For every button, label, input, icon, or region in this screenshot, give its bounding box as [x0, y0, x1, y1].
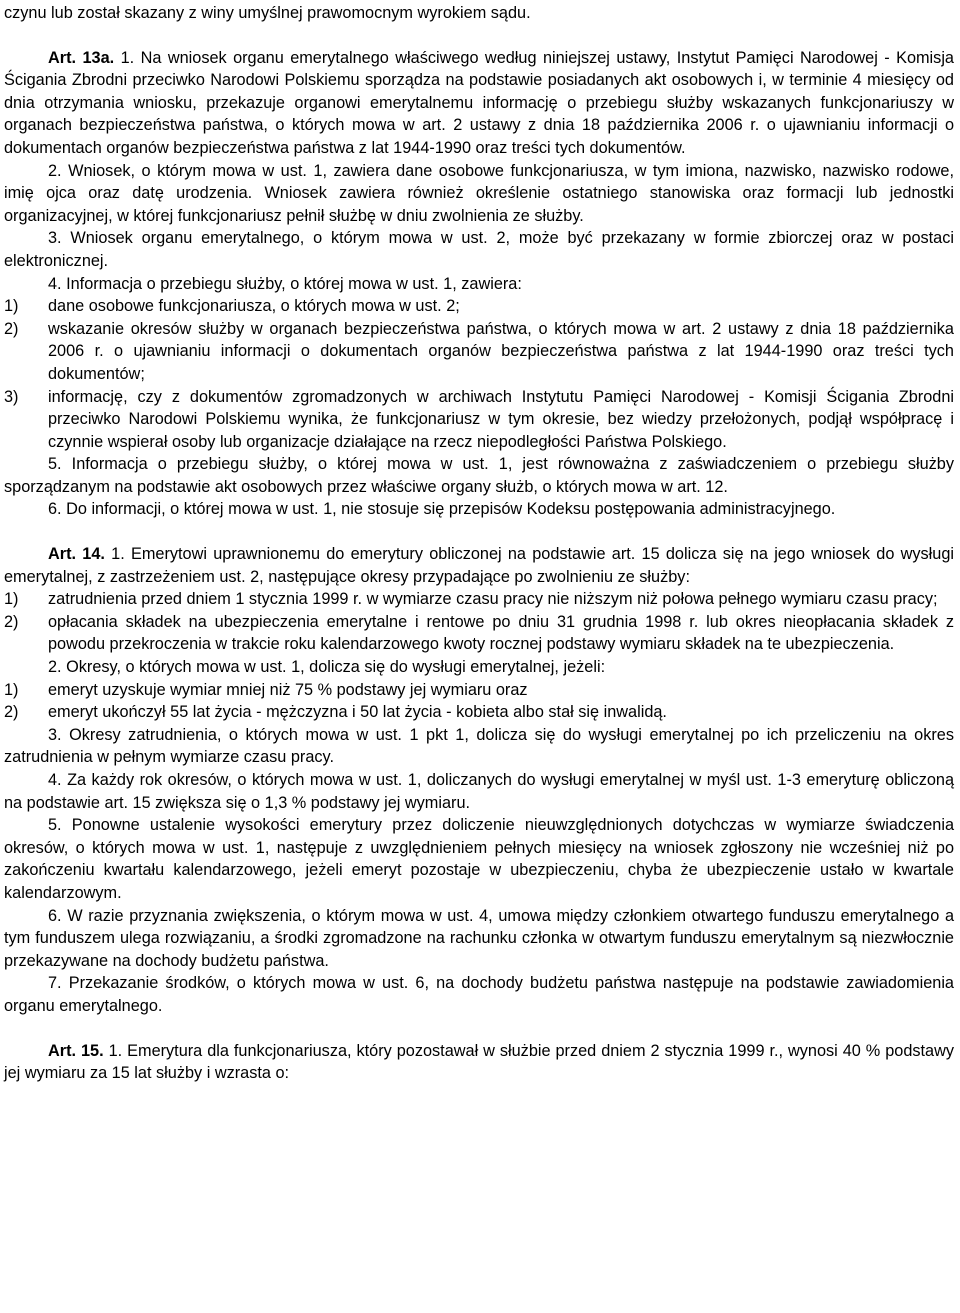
art14-items1-list: [4, 588, 954, 656]
item-text: emeryt uzyskuje wymiar mniej niż 75 % podstawy jej wymiaru oraz: [48, 680, 528, 699]
art14-paragraph-4: 4. Za każdy rok okresów, o których mowa w ust. 1, doliczanych do wysługi emerytalnej w myśl ust. 1-3 emeryturę obliczoną na podstawie art. 15 zwiększa się o 1,3 % podstawy jej wymiaru.: [4, 771, 954, 812]
art14-paragraph-1: [4, 543, 954, 588]
art13a-paragraph-4: 4. Informacja o przebiegu służby, o której mowa w ust. 1, zawiera:: [48, 274, 522, 293]
art14-paragraph-2: 2. Okresy, o których mowa w ust. 1, dolicza się do wysługi emerytalnej, jeżeli:: [48, 658, 606, 677]
article-15: [4, 1040, 954, 1085]
art14-paragraph-5: 5. Ponowne ustalenie wysokości emerytury przez doliczenie nieuwzględnionych dotychczas w wymiarze świadczenia okresów, o których mowa w ust. 1, następuje z uwzględnieniem pełnych miesięcy na wniosek zgłoszony nie wcześniej niż po zakończeniu kwartału kalendarzowego, jeżeli emeryt pozostaje w ubezpieczeniu, chyba że ubezpieczenie ustało w kwartale kalendarzowym.: [4, 816, 954, 902]
art15-paragraph-1: [4, 1040, 954, 1085]
item-text: zatrudnienia przed dniem 1 stycznia 1999 r. w wymiarze czasu pracy nie niższym niż połowa pełnego wymiaru czasu pracy;: [48, 590, 938, 609]
art13a-label: Art. 13a.: [48, 48, 115, 67]
item-number: 2): [4, 319, 19, 338]
spacer: [4, 25, 954, 47]
art13a-paragraph-1: [4, 47, 954, 160]
item-text: dane osobowe funkcjonariusza, o których mowa w ust. 2;: [48, 297, 460, 316]
list-item: [4, 611, 954, 656]
article-14: [4, 543, 954, 1017]
list-item: [4, 295, 954, 318]
item-text: wskazanie okresów służby w organach bezpieczeństwa państwa, o których mowa w art. 2 ustawy z dnia 18 października 2006 r. o ujawnianiu informacji o dokumentach organów bezpieczeństwa państwa z lat 1944-1990 oraz treści tych dokumentów;: [48, 319, 954, 383]
item-text: informację, czy z dokumentów zgromadzonych w archiwach Instytutu Pamięci Narodowej - Komisji Ścigania Zbrodni przeciwko Narodowi Polskiemu wynika, że funkcjonariusz w tym okresie, bez wiedzy przełożonych, podjął współpracę i czynnie wspierał osoby lub organizacje działające na rzecz niepodległości Państwa Polskiego.: [48, 387, 954, 451]
art14-paragraph-3: 3. Okresy zatrudnienia, o których mowa w ust. 1 pkt 1, dolicza się do wysługi emerytalnej po ich przeliczeniu na okres zatrudnienia w pełnym wymiarze czasu pracy.: [4, 725, 954, 767]
item-text: emeryt ukończył 55 lat życia - mężczyzna i 50 lat życia - kobieta albo stał się inwalidą.: [48, 703, 667, 722]
list-item: [4, 588, 954, 611]
spacer: [4, 1018, 954, 1040]
item-number: 1): [4, 680, 19, 699]
list-item: [4, 701, 954, 724]
article-13a: [4, 47, 954, 521]
list-item: [4, 679, 954, 702]
art15-p1-text: 1. Emerytura dla funkcjonariusza, który pozostawał w służbie przed dniem 2 stycznia 1999 r., wynosi 40 % podstawy jej wymiaru za 15 lat służby i wzrasta o:: [4, 1041, 955, 1083]
item-text: opłacania składek na ubezpieczenia emerytalne i rentowe po dniu 31 grudnia 1998 r. lub okres nieopłacania składek z powodu przekroczenia w trakcie roku kalendarzowego kwoty rocznej podstawy wymiaru składek na te ubezpieczenia.: [48, 612, 954, 654]
art13a-paragraph-6: 6. Do informacji, o której mowa w ust. 1, nie stosuje się przepisów Kodeksu postępowania administracyjnego.: [48, 500, 836, 519]
art15-label: Art. 15.: [48, 1041, 104, 1060]
item-number: 2): [4, 612, 19, 631]
item-number: 1): [4, 590, 19, 609]
art13a-p1-text: 1. Na wniosek organu emerytalnego właściwego według niniejszej ustawy, Instytut Pamięci Narodowej - Komisja Ścigania Zbrodni przeciwko Narodowi Polskiemu sporządza na podstawie posiadanych akt osobowych i, w terminie 4 miesięcy od dnia otrzymania wniosku, przekazuje organowi emerytalnemu informację o przebiegu służby wskazanych funkcjonariuszy w organach bezpieczeństwa państwa, o których mowa w art. 2 ustawy z dnia 18 października 2006 r. o ujawnianiu informacji o dokumentach organów bezpieczeństwa państwa z lat 1944-1990 oraz treści tych dokumentów.: [4, 48, 954, 157]
lead-paragraph: czynu lub został skazany z winy umyślnej prawomocnym wyrokiem sądu.: [4, 4, 531, 22]
item-number: 3): [4, 387, 19, 406]
art14-paragraph-7: 7. Przekazanie środków, o których mowa w ust. 6, na dochody budżetu państwa następuje na podstawie zawiadomienia organu emerytalnego.: [4, 974, 954, 1015]
art13a-items-list: [4, 295, 954, 453]
art14-p1-text: 1. Emerytowi uprawnionemu do emerytury obliczonej na podstawie art. 15 dolicza się na jego wniosek do wysługi emerytalnej, z zastrzeżeniem ust. 2, następujące okresy przypadające po zwolnieniu ze służby:: [4, 545, 955, 586]
art14-label: Art. 14.: [48, 545, 105, 564]
art13a-paragraph-5: 5. Informacja o przebiegu służby, o której mowa w ust. 1, jest równoważna z zaświadczeniem o przebiegu służby sporządzanym na podstawie akt osobowych przez właściwe organy służb, o których mowa w art. 12.: [4, 455, 954, 496]
list-item: [4, 318, 954, 386]
item-number: 1): [4, 297, 19, 316]
art14-items2-list: [4, 679, 954, 724]
art13a-paragraph-3: 3. Wniosek organu emerytalnego, o którym mowa w ust. 2, może być przekazany w formie zbiorczej oraz w postaci elektronicznej.: [4, 229, 954, 270]
document-page: [0, 2, 954, 1085]
art14-paragraph-6: 6. W razie przyznania zwiększenia, o którym mowa w ust. 4, umowa między członkiem otwartego funduszu emerytalnego a tym funduszem ulega rozwiązaniu, a środki zgromadzone na rachunku członka w otwartym funduszu emerytalnym są niezwłocznie przekazywane na dochody budżetu państwa.: [4, 906, 954, 970]
art13a-paragraph-2: 2. Wniosek, o którym mowa w ust. 1, zawiera dane osobowe funkcjonariusza, w tym imiona, nazwisko, nazwisko rodowe, imię ojca oraz datę urodzenia. Wniosek zawiera również określenie ostatniego stanowiska oraz formacji lub jednostki organizacyjnej, w której funkcjonariusz pełnił służbę w dniu zwolnienia ze służby.: [4, 161, 954, 225]
spacer: [4, 521, 954, 543]
item-number: 2): [4, 703, 19, 722]
list-item: [4, 386, 954, 454]
